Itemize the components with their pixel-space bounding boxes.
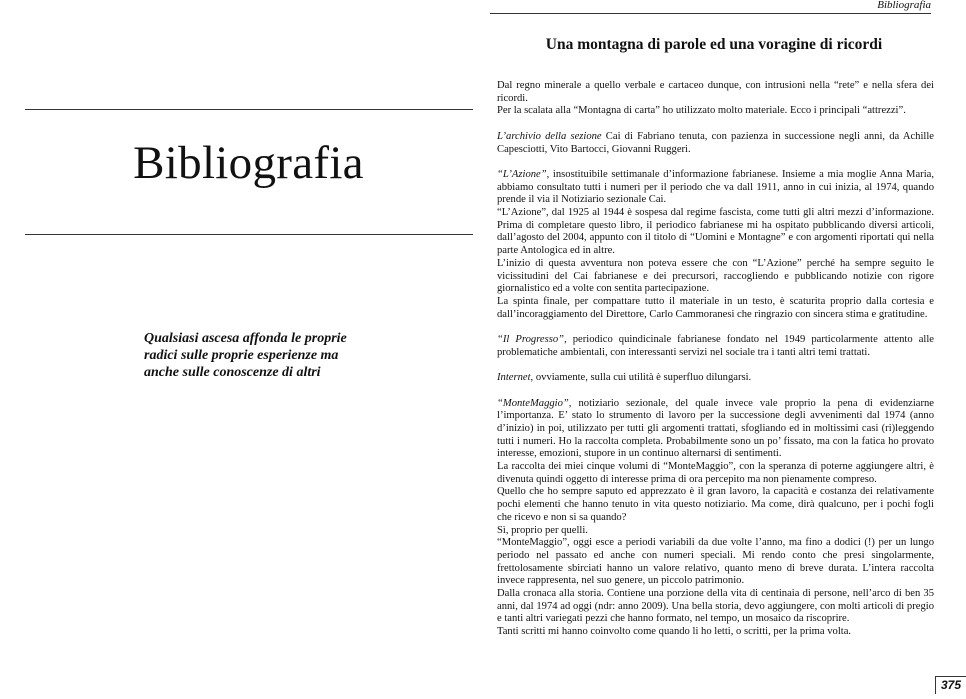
- paragraph: “Il Progresso”, periodico quindicinale fabrianese fondato nel 1949 particolarmente attento alle problematiche ambientali, con interessanti servizi nel sociale tra i tanti altri temi trattati.: [497, 334, 934, 358]
- chapter-heading: Una montagna di parole ed una voragine di ricordi: [545, 36, 883, 53]
- paragraph: Dal regno minerale a quello verbale e cartaceo dunque, con intrusioni nella “rete” e nella sfera dei ricordi.: [497, 80, 934, 104]
- paragraph: Per la scalata alla “Montagna di carta” ho utilizzato molto materiale. Ecco i principali “attrezzi”.: [497, 105, 906, 117]
- page-title: Bibliografia: [133, 137, 364, 189]
- epigraph-quote: Qualsiasi ascesa affonda le proprie radici sulle proprie esperienze ma anche sulle conoscenze di altri: [144, 331, 347, 380]
- paragraph: La raccolta dei miei cinque volumi di “MonteMaggio”, con la speranza di poterne aggiungere altri, è divenuta quindi oggetto di interesse prima di ora percepito ma non pienamente compreso.: [497, 461, 934, 485]
- paragraph: Sì, proprio per quelli.: [497, 524, 588, 536]
- paragraph: “MonteMaggio”, oggi esce a periodi variabili da due volte l’anno, ma fino a dodici (!) per un lungo periodo nel passato ed anche con numeri speciali. Mi rendo conto che presi singolarmente, frettolosamente sbirciati hanno un valore relativo, quanto meno di breve durata. L’intera raccolta invece rappresenta, nel suo genere, un piccolo patrimonio.: [497, 537, 934, 587]
- paragraph: L’inizio di questa avventura non poteva essere che con “L’Azione” perché ha sempre seguito le vicissitudini del Cai fabrianese e dei precursori, raccogliendo e pubblicando notizie con rigore giornalistico ed a volte con sentita partecipazione.: [497, 257, 934, 295]
- paragraph: Tanti scritti mi hanno coinvolto come quando li ho letti, o scritti, per la prima volta.: [497, 626, 852, 638]
- paragraph: Quello che ho sempre saputo ed apprezzato è il gran lavoro, la capacità e costanza dei relativamente pochi elementi che hanno tenuto in vita questo notiziario. Ma come, dirà qualcuno, per i pochi fogli che ricevo e non si sa quando?: [497, 486, 934, 523]
- running-header: Bibliografia: [490, 0, 931, 14]
- paragraph: “L’Azione”, dal 1925 al 1944 è sospesa dal regime fascista, come tutti gli altri mezzi d’informazione. Prima di completare questo libro, il periodico fabrianese mi ha ospitato pubblicando diversi articoli, dall’agosto del 2004, appunto con il titolo di “Uomini e Montagne” e con argomenti riportati qui nella parte Antologica ed in altre.: [497, 207, 934, 257]
- paragraph: Dalla cronaca alla storia. Contiene una porzione della vita di centinaia di persone, nell’arco di ben 35 anni, dal 1974 ad oggi (ndr: anno 2009). Una bella storia, devo aggiungere, con molti articoli di pregio e tanti altri variegati pezzi che hanno formato, nel tempo, un mosaico da riscoprire.: [497, 588, 934, 625]
- left-bottom-rule: [25, 234, 473, 235]
- paragraph: “L’Azione”, insostituibile settimanale d’informazione fabrianese. Insieme a mia moglie Anna Maria, abbiamo consultato tutti i numeri per il periodo che va dall 1911, anno in cui inizia, al 1974, quando prende il via il Notiziario sezionale Cai.: [497, 168, 934, 206]
- paragraph: “MonteMaggio”, notiziario sezionale, del quale invece vale proprio la pena di evidenziarne l’importanza. E’ stato lo strumento di lavoro per la successione degli avvenimenti dal 1974 (anno d’inizio) in poi, utilizzato per tutti gli argomenti trattati, sfogliando ed in moltissimi casi (ri)leggendo tutti i numeri. Ho la raccolta completa. Probabilmente sono un po’ fissato, ma con la fatica ho provato interesse, emozioni, stupore in un continuo alternarsi di sentimenti.: [497, 397, 934, 460]
- page-number: 375: [935, 676, 966, 694]
- paragraph: La spinta finale, per compattare tutto il materiale in un testo, è scaturita proprio dalla cortesia e dall’incoraggiamento del Direttore, Carlo Cammoranesi che ringrazio con sincera stima e gratitudine.: [497, 295, 934, 320]
- paragraph: Internet, ovviamente, sulla cui utilità è superfluo dilungarsi.: [497, 372, 752, 384]
- paragraph: L’archivio della sezione Cai di Fabriano tenuta, con pazienza in successione negli anni, da Achille Capesciotti, Vito Bartocci, Giovanni Ruggeri.: [497, 130, 934, 155]
- body-text: [497, 80, 934, 639]
- left-top-rule: [25, 109, 473, 110]
